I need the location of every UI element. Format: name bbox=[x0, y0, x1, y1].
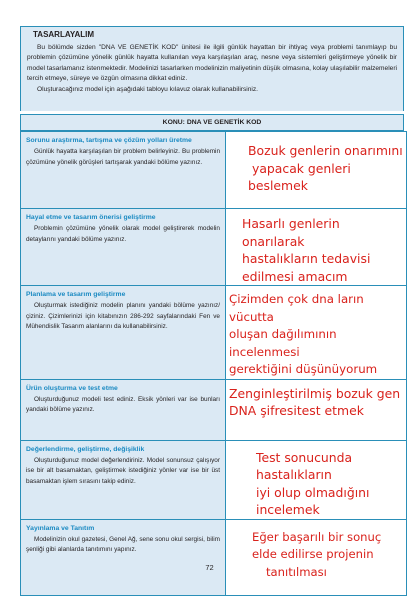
step-title: Hayal etme ve tasarım önerisi geliştirme bbox=[26, 214, 156, 221]
table-row bbox=[21, 379, 407, 440]
step-description: Modelinizin okul gazetesi, Genel Ağ, sene sonu okul sergisi, bilim şenliği gibi alanlarda tanıtımını yapınız. bbox=[26, 535, 220, 553]
answer-line: elde edilirse projenin bbox=[252, 547, 374, 561]
table-row bbox=[21, 209, 407, 286]
step-description: Oluşturduğunuz model değerlendiriniz. Model sonunsuz çalışıyor ise bir alt basamaktan, geliştirmek istediğiniz yönler var ise bir üst basamaktan işlem sırasını takip ediniz. bbox=[26, 456, 220, 485]
answer-cell bbox=[226, 379, 407, 440]
handwritten-answer bbox=[226, 380, 406, 420]
answer-line: edilmesi amacım bbox=[242, 268, 348, 284]
answer-line: beslemek bbox=[248, 178, 308, 193]
answer-line: DNA şifresitest etmek bbox=[229, 403, 364, 418]
handwritten-answer bbox=[226, 132, 406, 195]
answer-cell bbox=[226, 519, 407, 595]
step-description: Oluşturduğunuz modeli test ediniz. Eksik yönleri var ise bunları yandaki bölüme yazınız. bbox=[26, 395, 220, 413]
intro-paragraph: Bu bölümde sizden "DNA VE GENETİK KOD" ünitesi ile ilgili günlük hayattan bir ihtiyaç veya problemi tanımlayıp bu problemin çözümüne yönelik günlük hayatta kullanılan veya karşılaşılan araç, nesne veya sistemleri geliştirmeye yönelik bir model tasarlamanız istenmektedir. Modelinizi tasarlarken modelinizin maliyetinin düşük olmasına, kolay ulaşılabilir malzemeleri tercih etmeye, süreye ve özgün olmasına dikkat ediniz. bbox=[27, 43, 397, 83]
answer-cell bbox=[226, 440, 407, 519]
answer-line: Çizimden çok dna ların vücutta bbox=[229, 292, 364, 324]
step-title: Ürün oluşturma ve test etme bbox=[26, 384, 118, 392]
step-description: Günlük hayatta karşılaşılan bir problem belirleyiniz. Bu problemin çözümüne yönelik görüşleri tartışarak yandaki bölüme yazınız. bbox=[26, 148, 220, 166]
answer-line: Test sonucunda hastalıkların bbox=[256, 449, 353, 482]
handwritten-answer bbox=[226, 286, 406, 379]
step-cell bbox=[21, 132, 226, 209]
answer-line: hastalıkların tedavisi bbox=[242, 251, 371, 266]
handwritten-answer bbox=[226, 209, 406, 285]
step-cell bbox=[21, 379, 226, 440]
answer-cell bbox=[226, 286, 407, 380]
answer-line: yapacak genleri bbox=[252, 160, 351, 176]
table-row bbox=[21, 519, 407, 595]
step-title: Sorunu araştırma, tartışma ve çözüm yolları üretme bbox=[26, 137, 192, 144]
table-row bbox=[21, 132, 407, 209]
step-title: Değerlendirme, geliştirme, değişiklik bbox=[26, 445, 145, 453]
answer-line: iyi olup olmadığını bbox=[256, 484, 370, 500]
answer-line: Hasarlı genlerin onarılarak bbox=[242, 216, 340, 249]
answer-cell bbox=[226, 132, 407, 209]
step-cell bbox=[21, 209, 226, 286]
step-description: Oluşturmak istediğiniz modelin planını yandaki bölüme yazınız/çiziniz. Çizimlerinizi için kitabınızın 286-292 sayfalarındaki Fen ve Mühendislik Tasarım alanlarını da kullanabilirsiniz. bbox=[26, 302, 220, 330]
answer-line: Eğer başarılı bir sonuç bbox=[252, 529, 382, 544]
page-number: 72 bbox=[205, 563, 214, 572]
step-cell bbox=[21, 519, 226, 595]
step-title: Yayınlama ve Tanıtım bbox=[26, 524, 95, 532]
intro-box bbox=[20, 26, 404, 111]
step-cell bbox=[21, 440, 226, 519]
table-row bbox=[21, 286, 407, 380]
design-table bbox=[20, 131, 407, 596]
table-header: KONU: DNA VE GENETİK KOD bbox=[20, 114, 404, 131]
answer-line: gerektiğini düşünüyorum bbox=[229, 362, 378, 376]
step-title: Planlama ve tasarım geliştirme bbox=[26, 291, 126, 298]
worksheet bbox=[20, 26, 404, 596]
answer-line: incelemek bbox=[256, 502, 320, 517]
intro-title: TASARLAYALIM bbox=[33, 30, 95, 39]
answer-line: tanıtılması bbox=[266, 564, 327, 579]
answer-cell bbox=[226, 209, 407, 286]
handwritten-answer bbox=[226, 441, 406, 519]
table-row bbox=[21, 440, 407, 519]
answer-line: Zenginleştirilmiş bozuk gen bbox=[229, 385, 401, 401]
step-cell bbox=[21, 286, 226, 380]
intro-paragraph: Oluşturacağınız model için aşağıdaki tabloyu kılavuz olarak kullanabilirsiniz. bbox=[37, 85, 259, 93]
answer-line: Bozuk genlerin onarımını bbox=[248, 143, 403, 158]
answer-line: oluşan dağılımının incelenmesi bbox=[229, 327, 337, 359]
step-description: Problemin çözümüne yönelik olarak model geliştirerek modelin detaylarını yandaki bölüme yazınız. bbox=[26, 225, 220, 243]
